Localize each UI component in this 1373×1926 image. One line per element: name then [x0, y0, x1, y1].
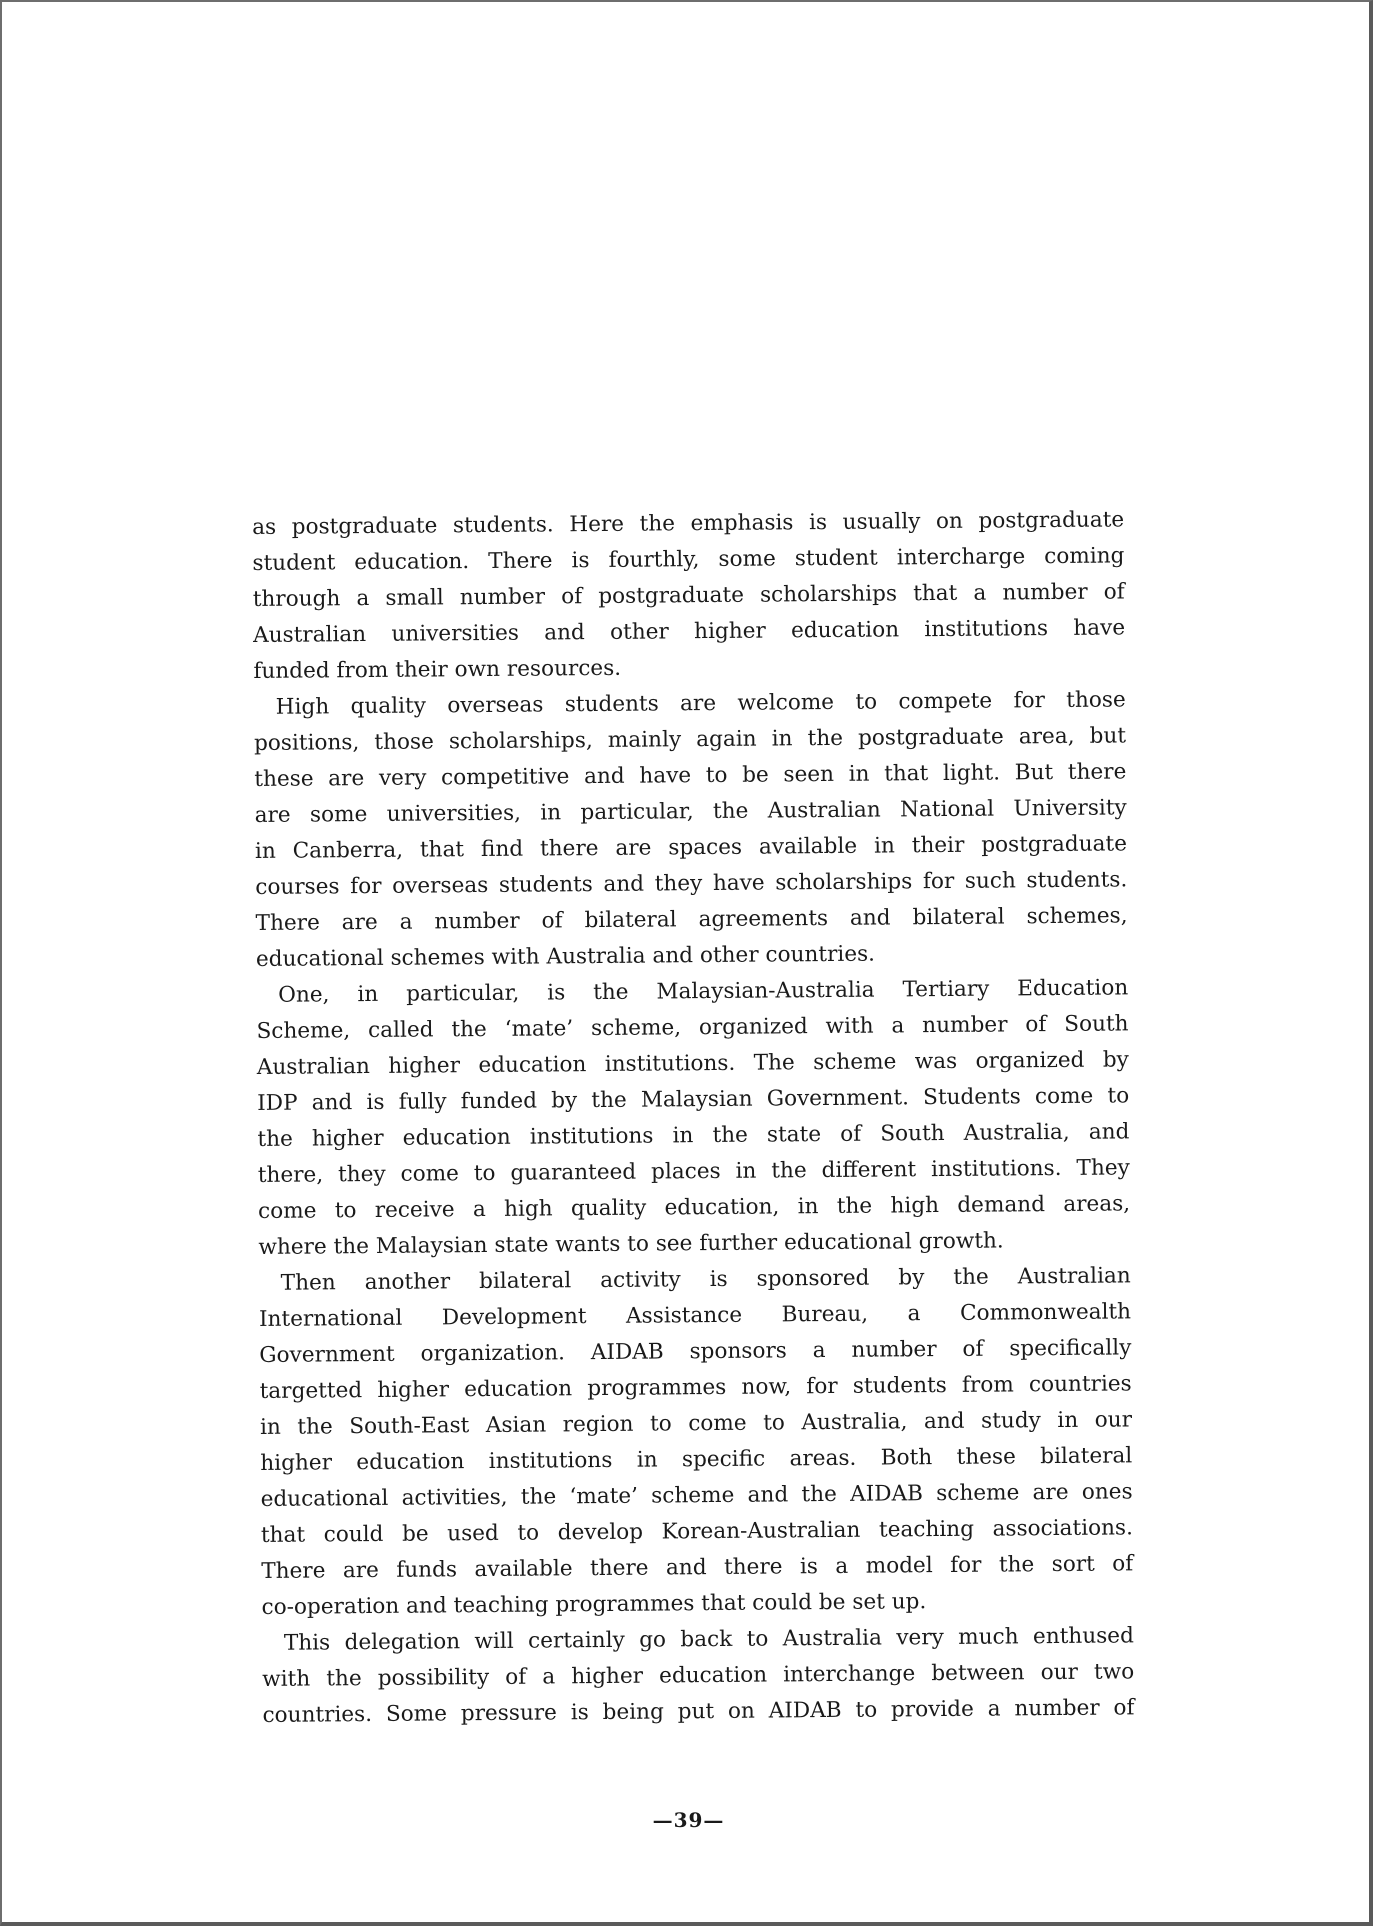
- paragraph: [252, 502, 1126, 690]
- text-line: IDP and is fully funded by the Malaysian Government. Students come to: [257, 1083, 1130, 1116]
- text-line: these are very competitive and have to be seen in that light. But there: [254, 759, 1127, 792]
- paragraph: [256, 970, 1130, 1266]
- text-line: Australian higher education institutions. The scheme was organized by: [256, 1047, 1129, 1080]
- paragraph: [259, 1258, 1134, 1626]
- text-line: that could be used to develop Korean-Australian teaching associations.: [260, 1515, 1134, 1548]
- text-line: co-operation and teaching programmes that could be set up.: [261, 1589, 927, 1620]
- text-line: There are funds available there and there is a model for the sort of: [261, 1551, 1134, 1584]
- text-line: Australian universities and other higher education institutions have: [252, 615, 1126, 648]
- text-line: positions, those scholarships, mainly again in the postgraduate area, but: [253, 723, 1127, 756]
- page-number: —39—: [652, 1808, 725, 1832]
- text-line: come to receive a high quality education, in the high demand areas,: [258, 1191, 1131, 1224]
- text-line: in Canberra, that find there are spaces available in their postgraduate: [254, 831, 1128, 864]
- text-line: Then another bilateral activity is sponsored by the Australian: [280, 1263, 1131, 1296]
- text-line: through a small number of postgraduate scholarships that a number of: [252, 579, 1125, 612]
- text-line: funded from their own resources.: [253, 655, 622, 684]
- text-line: One, in particular, is the Malaysian-Australia Tertiary Education: [278, 975, 1129, 1008]
- text-line: High quality overseas students are welcome to compete for those: [275, 687, 1126, 720]
- text-line: there, they come to guaranteed places in the different institutions. They: [257, 1155, 1130, 1188]
- text-line: are some universities, in particular, the Australian National University: [254, 795, 1127, 828]
- text-line: countries. Some pressure is being put on AIDAB to provide a number of: [262, 1695, 1135, 1728]
- text-line: educational schemes with Australia and other countries.: [255, 941, 876, 972]
- text-line: courses for overseas students and they have scholarships for such students.: [255, 867, 1128, 900]
- text-line: targetted higher education programmes now, for students from countries: [259, 1371, 1132, 1404]
- paragraph: [254, 682, 1128, 978]
- text-line: There are a number of bilateral agreements and bilateral schemes,: [255, 903, 1128, 936]
- text-line: in the South-East Asian region to come to Australia, and study in our: [259, 1407, 1133, 1440]
- text-line: the higher education institutions in the state of South Australia, and: [257, 1119, 1130, 1152]
- text-line: higher education institutions in specific areas. Both these bilateral: [260, 1443, 1133, 1476]
- text-line: educational activities, the ‘mate’ scheme and the AIDAB scheme are ones: [260, 1479, 1133, 1512]
- text-line: International Development Assistance Bureau, a Commonwealth: [258, 1299, 1132, 1332]
- text-line: with the possibility of a higher education interchange between our two: [262, 1659, 1135, 1692]
- body-text: [252, 502, 1135, 1734]
- text-line: This delegation will certainly go back to Australia very much enthused: [283, 1623, 1134, 1656]
- paragraph: [262, 1618, 1135, 1734]
- text-line: Scheme, called the ‘mate’ scheme, organized with a number of South: [256, 1011, 1129, 1044]
- text-line: student education. There is fourthly, some student intercharge coming: [252, 543, 1125, 576]
- text-line: where the Malaysian state wants to see further educational growth.: [258, 1228, 1004, 1260]
- text-line: as postgraduate students. Here the emphasis is usually on postgraduate: [252, 507, 1125, 540]
- text-line: Government organization. AIDAB sponsors a number of specifically: [259, 1335, 1132, 1368]
